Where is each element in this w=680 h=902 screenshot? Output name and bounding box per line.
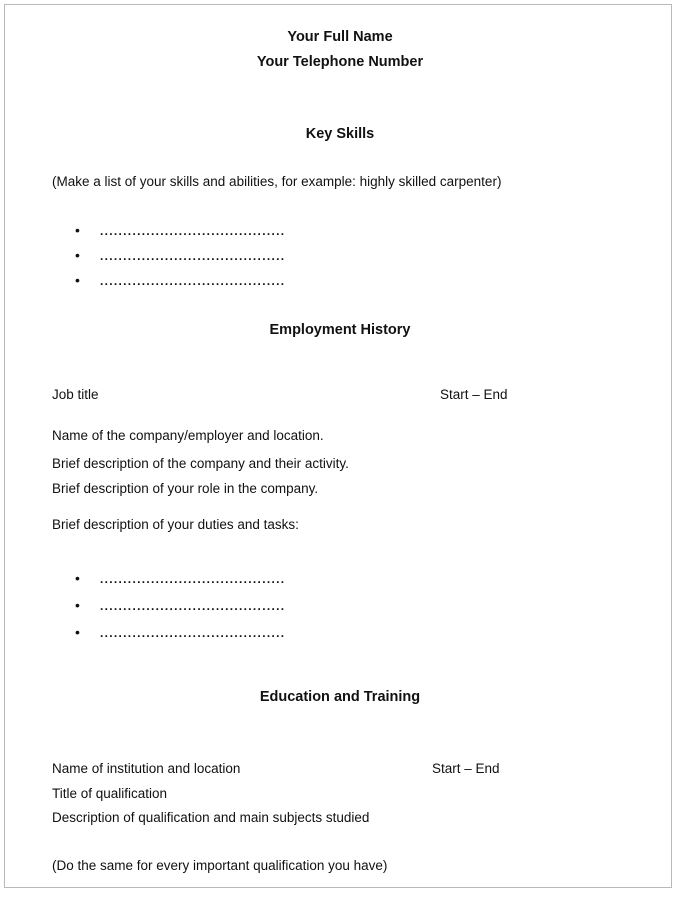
- qualification-description-line: Description of qualification and main subjects studied: [52, 810, 370, 825]
- employment-date-range: Start – End: [440, 387, 508, 402]
- employment-header-row: [52, 387, 640, 403]
- bullet-icon: •: [75, 272, 80, 288]
- bullet-icon: •: [75, 597, 80, 613]
- company-line: Name of the company/employer and location.: [52, 428, 324, 443]
- company-activity-line: Brief description of the company and their activity.: [52, 456, 349, 471]
- dotted-placeholder: ........................................: [100, 249, 286, 263]
- key-skills-list: [75, 218, 285, 293]
- institution-label: Name of institution and location: [52, 761, 241, 776]
- list-item: [75, 218, 285, 243]
- list-item: [75, 268, 285, 293]
- role-line: Brief description of your role in the company.: [52, 481, 319, 496]
- list-item: [75, 243, 285, 268]
- dotted-placeholder: ........................................: [100, 274, 286, 288]
- bullet-icon: •: [75, 624, 80, 640]
- qualification-title-line: Title of qualification: [52, 786, 168, 801]
- key-skills-hint: (Make a list of your skills and abilities, for example: highly skilled carpenter): [52, 174, 502, 189]
- list-item: [75, 565, 285, 592]
- dotted-placeholder: ........................................: [100, 224, 286, 238]
- bullet-icon: •: [75, 222, 80, 238]
- bullet-icon: •: [75, 570, 80, 586]
- duties-label: Brief description of your duties and tasks:: [52, 517, 299, 532]
- employment-history-title: Employment History: [269, 322, 411, 338]
- dotted-placeholder: ........................................: [100, 626, 286, 640]
- education-date-range: Start – End: [432, 761, 500, 776]
- key-skills-title: Key Skills: [305, 126, 375, 142]
- education-header-row: [52, 761, 640, 777]
- full-name-heading: Your Full Name: [287, 29, 393, 45]
- education-note: (Do the same for every important qualification you have): [52, 858, 388, 873]
- job-title-label: Job title: [52, 387, 99, 402]
- education-title: Education and Training: [259, 689, 421, 705]
- duties-list: [75, 565, 285, 646]
- dotted-placeholder: ........................................: [100, 599, 286, 613]
- list-item: [75, 592, 285, 619]
- dotted-placeholder: ........................................: [100, 572, 286, 586]
- list-item: [75, 619, 285, 646]
- bullet-icon: •: [75, 247, 80, 263]
- telephone-heading: Your Telephone Number: [256, 54, 424, 70]
